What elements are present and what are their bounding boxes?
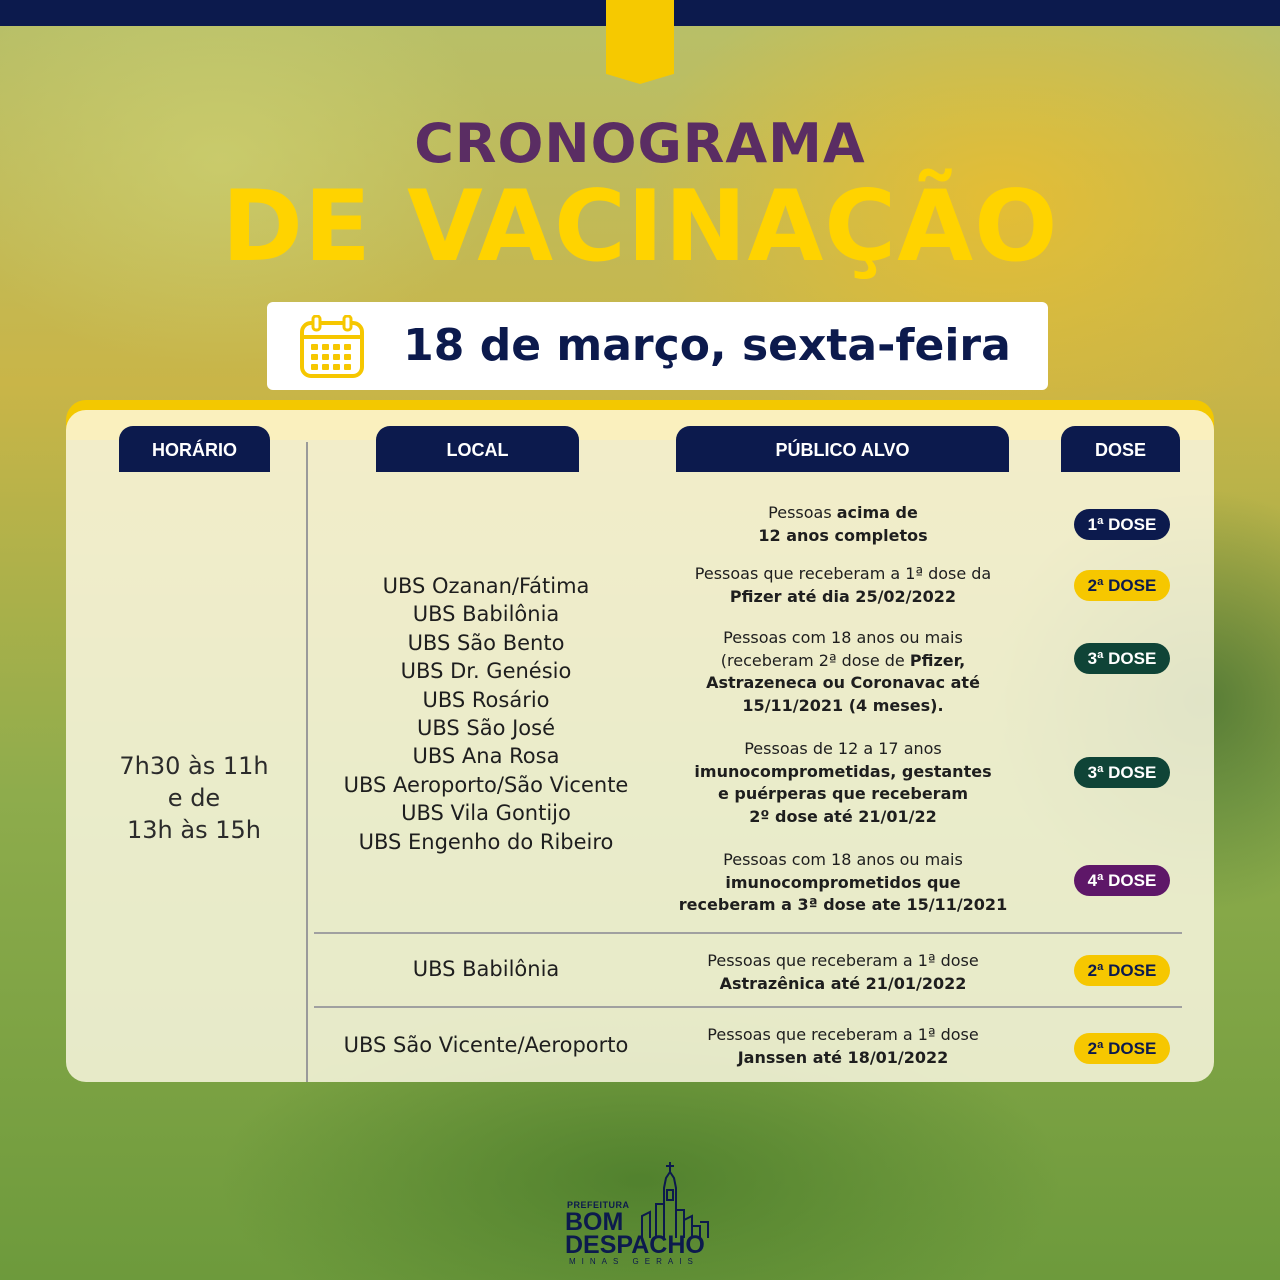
local-item: UBS Ozanan/Fátima	[382, 574, 590, 598]
entry-bold-text: imunocomprometidos que	[725, 872, 961, 892]
prefeitura-logo	[560, 1160, 730, 1270]
entry-bold-text: Pfizer até dia 25/02/2022	[729, 586, 957, 606]
date-box	[267, 302, 1048, 390]
horario-line: 7h30 às 11h	[119, 752, 269, 780]
dose-badge: 2ª DOSE	[1074, 955, 1170, 986]
calendar-icon	[299, 315, 365, 379]
row-divider	[314, 1006, 1182, 1008]
local-item: UBS Aeroporto/São Vicente	[343, 772, 629, 797]
publico-entry	[660, 627, 1026, 717]
row-divider	[314, 932, 1182, 934]
entry-text: Pessoas que receberam a 1ª dose	[707, 1025, 979, 1044]
local-item: UBS Babilônia	[412, 957, 560, 981]
entry-bold-text: Astrazênica até 21/01/2022	[719, 973, 967, 993]
entry-bold-text: e puérperas que receberam	[717, 784, 969, 803]
title-line-1: CRONOGRAMA	[414, 112, 866, 175]
logo-bom: BOM	[565, 1208, 624, 1236]
entry-text: (receberam 2ª dose de	[720, 650, 910, 670]
entry-bold-text: imunocomprometidas, gestantes	[694, 761, 992, 781]
local-item: UBS Vila Gontijo	[401, 801, 571, 826]
skyline-icon	[636, 1160, 720, 1240]
local-item: UBS Ana Rosa	[412, 744, 560, 769]
entry-bold-text: acima de	[836, 503, 918, 522]
entry-text: Pessoas que receberam a 1ª dose	[707, 951, 979, 970]
entry-bold-text: Astrazeneca ou Coronavac até	[706, 673, 980, 692]
local-item: UBS Babilônia	[412, 602, 560, 627]
ribbon-decoration	[606, 0, 674, 84]
header-local: LOCAL	[376, 426, 579, 472]
publico-entry	[660, 950, 1026, 995]
local-item: UBS São José	[416, 716, 556, 741]
dose-badge: 2ª DOSE	[1074, 1033, 1170, 1064]
horario-line: e de	[167, 784, 221, 812]
entry-bold-text: 2º dose até 21/01/22	[749, 806, 937, 826]
entry-bold-text: Pfizer,	[909, 650, 966, 670]
entry-text: Pessoas de 12 a 17 anos	[744, 739, 942, 758]
publico-entry	[660, 738, 1026, 828]
local-item: UBS Rosário	[422, 687, 550, 712]
local-list	[316, 572, 656, 856]
entry-text: Pessoas	[768, 503, 837, 522]
logo-prefeitura: PREFEITURA	[567, 1200, 630, 1210]
header-publico-alvo: PÚBLICO ALVO	[676, 426, 1009, 472]
local-item: UBS São Vicente/Aeroporto	[343, 1033, 629, 1057]
entry-text: Pessoas com 18 anos ou mais	[723, 850, 963, 869]
entry-bold-text: 12 anos completos	[758, 525, 928, 545]
local-item: UBS Engenho do Ribeiro	[358, 829, 614, 854]
publico-entry	[660, 502, 1026, 547]
entry-text: Pessoas que receberam a 1ª dose da	[694, 564, 992, 583]
title-line-2: DE VACINAÇÃO	[221, 170, 1059, 284]
entry-text: Pessoas com 18 anos ou mais	[723, 628, 963, 647]
horario-text	[100, 750, 288, 846]
dose-badge: 3ª DOSE	[1074, 643, 1170, 674]
dose-badge: 2ª DOSE	[1074, 570, 1170, 601]
publico-entry	[660, 849, 1026, 917]
dose-badge: 4ª DOSE	[1074, 865, 1170, 896]
logo-despacho: DESPACHO	[565, 1231, 705, 1259]
dose-badge: 1ª DOSE	[1074, 509, 1170, 540]
local-item: UBS São Bento	[407, 630, 565, 655]
entry-bold-text: Janssen até 18/01/2022	[737, 1047, 949, 1067]
entry-bold-text: receberam a 3ª dose ate 15/11/2021	[678, 895, 1008, 914]
column-divider	[306, 442, 308, 1082]
header-dose: DOSE	[1061, 426, 1180, 472]
publico-entry	[660, 1024, 1026, 1069]
publico-entry	[660, 563, 1026, 608]
horario-line: 13h às 15h	[127, 816, 261, 844]
dose-badge: 3ª DOSE	[1074, 757, 1170, 788]
local-item: UBS Dr. Genésio	[400, 659, 572, 684]
logo-region: MINAS GERAIS	[569, 1257, 699, 1266]
header-horario: HORÁRIO	[119, 426, 270, 472]
entry-bold-text: 15/11/2021 (4 meses).	[742, 695, 944, 715]
date-text: 18 de março, sexta-feira	[403, 320, 1011, 371]
